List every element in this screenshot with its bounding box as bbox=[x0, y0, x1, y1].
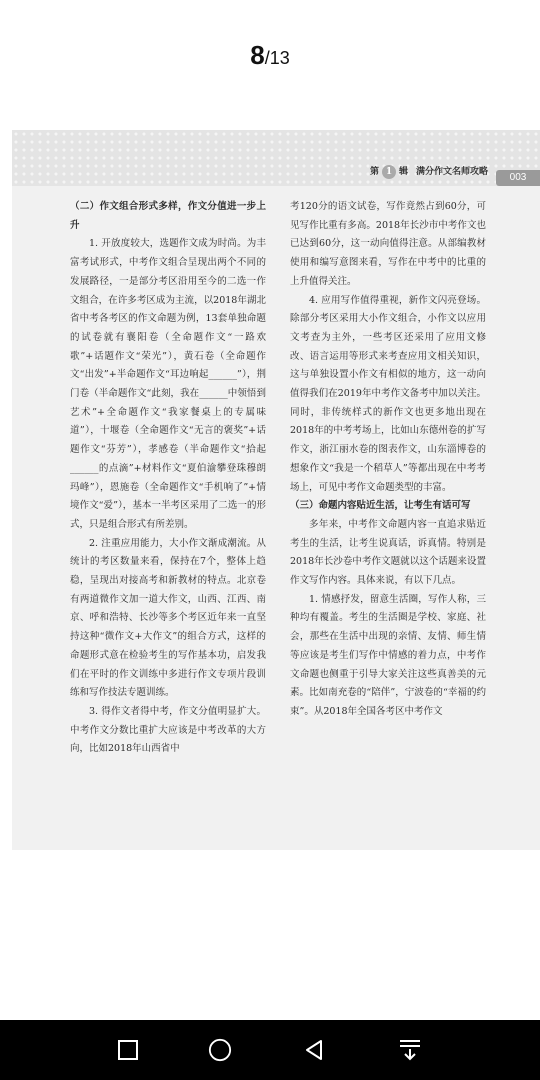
paragraph: 考120分的语文试卷，写作竟然占到60分，可见写作比重有多高。2018年长沙市中考作文也已达到60分，这一动向值得注意。从部编教材使用和编写意图来看，写作在中考中的比重的上升值得关注。 bbox=[290, 201, 486, 287]
left-text-column bbox=[70, 198, 266, 759]
current-page: 8 bbox=[250, 40, 265, 70]
chapter-unit: 辑 bbox=[398, 167, 408, 177]
chapter-prefix: 第 bbox=[369, 167, 379, 177]
section-heading-3: （三）命题内容贴近生活，让考生有话可写 bbox=[290, 500, 471, 512]
paragraph: 3. 得作文者得中考，作文分值明显扩大。中考作文分数比重扩大应该是中考改革的大方向，比如2018年山西省中 bbox=[70, 705, 266, 755]
document-page-image[interactable] bbox=[12, 130, 540, 850]
paragraph: 2. 注重应用能力，大小作文渐成潮流。从统计的考区数量来看，保持在7个，整体上趋稳，呈现出对接高考和新教材的特点。北京卷有两道微作文加一道大作文，山西、江西、南京、呼和浩特、长沙等多个考区近年来一直坚持这种“微作文+大作文”的组合方式，这样的命题形式意在检验考生的写作基本功，启发我们在平时的作文训练中多进行作文专项片段训练和写作技法专题训练。 bbox=[70, 537, 266, 699]
paragraph: 1. 开放度较大，选题作文成为时尚。为丰富考试形式，中考作文组合呈现出两个不同的发展路径，一是部分考区沿用至今的二选一作文组合，在许多考区成为主流，以2018年湖北省中考各考区的作文命题为例，13套单独命题的试卷就有襄阳卷（全命题作文“一路欢歌”+话题作文“荣光”），黄石卷（全命题作文“出发”+半命题作文“耳边响起______”），荆门卷（半命题作文“此刻，我在______中领悟到艺术”+全命题作文“我家餐桌上的专属味道”），十堰卷（全命题作文“无言的褒奖”+话题作文“芬芳”），孝感卷（半命题作文“拾起______的点滴”+材料作文“夏伯渝攀登珠穆朗玛峰”），恩施卷（全命题作文“手机响了”+情境作文“爱”），基本一半考区采用了二选一的形式，只是组合形式有所差别。 bbox=[70, 238, 266, 530]
page-counter bbox=[0, 40, 540, 71]
chapter-number-badge: 1 bbox=[382, 165, 396, 179]
section-heading-2: （二）作文组合形式多样，作文分值进一步上升 bbox=[70, 201, 266, 231]
total-pages: /13 bbox=[264, 48, 290, 68]
chapter-title-text: 满分作文名师攻略 bbox=[415, 167, 488, 177]
chapter-title bbox=[370, 164, 488, 179]
page-number-tag: 003 bbox=[496, 170, 540, 186]
download-tray-icon[interactable] bbox=[398, 1038, 422, 1062]
paragraph: 1. 情感抒发，留意生活圈，写作人称，三种均有覆盖。考生的生活圈是学校、家庭、社会，那些在生活中出现的亲情、友情、师生情等应该是考生们写作中情感的着力点，中考作文命题也侧重于引导大家关注这些真善美的元素。比如南充卷的“陪伴”，宁波卷的“幸福的约束”。从2018年全国各考区中考作文 bbox=[290, 593, 486, 717]
circle-home-icon[interactable] bbox=[208, 1038, 232, 1062]
right-text-column bbox=[290, 198, 486, 722]
android-navigation-bar bbox=[0, 1020, 540, 1080]
paragraph: 4. 应用写作值得重视，新作文闪亮登场。除部分考区采用大小作文组合，小作文以应用文考查为主外，一些考区还采用了应用文修改、语言运用等形式来考查应用文相关知识，这与单独设置小作文有相似的地方，这一动向值得我们在2019年中考作文备考中加以关注。同时，非传统样式的新作文也更多地出现在2018年的中考考场上，比如山东德州卷的扩写作文，浙江丽水卷的图表作文，山东淄博卷的想象作文“我是一个稻草人”等都出现在中考考场上，可见中考作文命题类型的丰富。 bbox=[290, 294, 486, 493]
paragraph: 多年来，中考作文命题内容一直追求贴近考生的生活，让考生说真话，诉真情。特别是2018年长沙卷中考作文题就以这个话题来设置作文写作内容。具体来说，有以下几点。 bbox=[290, 518, 486, 587]
triangle-back-icon[interactable] bbox=[302, 1038, 326, 1062]
square-recents-icon[interactable] bbox=[116, 1038, 140, 1062]
